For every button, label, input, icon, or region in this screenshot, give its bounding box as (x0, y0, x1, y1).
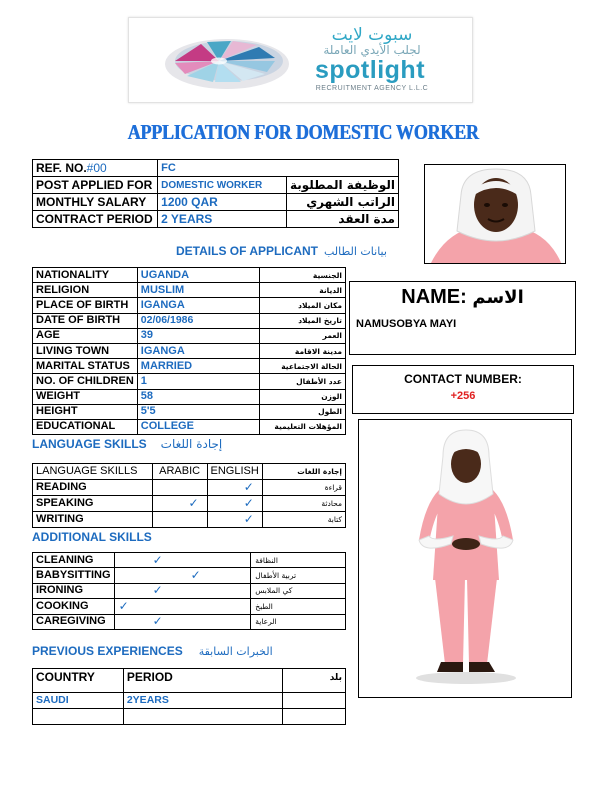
language-skills-heading-en: LANGUAGE SKILLS (32, 437, 147, 451)
ref-no-label: REF. NO. (36, 160, 87, 175)
skill-arabic: الطبخ (251, 599, 346, 614)
exp-header-ar: بلد (283, 669, 346, 693)
table-row (33, 553, 346, 568)
language-skill-arabic: كتابة (262, 512, 345, 528)
detail-value: 39 (137, 328, 259, 343)
language-skill-arabic: قراءة (262, 480, 345, 496)
skill-check-icon: ✓ (114, 599, 251, 614)
table-row (33, 374, 346, 389)
ref-no-cell (33, 160, 158, 177)
skill-check-icon: ✓ (114, 568, 251, 583)
skill-label: BABYSITTING (33, 568, 115, 583)
language-skills-heading-ar: إجادة اللغات (160, 437, 223, 451)
exp-header-period: PERIOD (123, 669, 282, 693)
table-row (33, 480, 346, 496)
contract-arabic: مدة العقد (286, 211, 398, 228)
table-header-row (33, 464, 346, 480)
skill-arabic: الرعاية (251, 614, 346, 629)
table-row (33, 512, 346, 528)
detail-label: HEIGHT (33, 404, 138, 419)
detail-arabic: الوزن (260, 389, 346, 404)
experience-heading-en: PREVIOUS EXPERIENCES (32, 644, 183, 658)
lang-header-arabic: ARABIC (152, 464, 207, 480)
table-row (33, 160, 399, 177)
table-row (33, 599, 346, 614)
arabic-check-icon: ✓ (152, 496, 207, 512)
arabic-check-icon (152, 480, 207, 496)
ref-code-value: FC (158, 160, 399, 177)
skill-arabic: تربية الأطفال (251, 568, 346, 583)
skill-check-icon: ✓ (114, 583, 251, 598)
exp-header-country: COUNTRY (33, 669, 124, 693)
salary-value: 1200 QAR (158, 194, 287, 211)
contract-value: 2 YEARS (158, 211, 287, 228)
post-applied-label: POST APPLIED FOR (33, 177, 158, 194)
language-skills-heading (32, 437, 222, 451)
exp-arabic (283, 693, 346, 709)
detail-value: IGANGA (137, 343, 259, 358)
language-skill-arabic: محادثة (262, 496, 345, 512)
detail-value: 1 (137, 374, 259, 389)
full-body-photo (359, 420, 572, 698)
table-row (33, 583, 346, 598)
table-row (33, 693, 346, 709)
table-row (33, 709, 346, 725)
detail-value: 02/06/1986 (137, 313, 259, 328)
detail-label: WEIGHT (33, 389, 138, 404)
exp-arabic (283, 709, 346, 725)
spotlight-dial-icon (157, 28, 297, 94)
english-check-icon: ✓ (207, 512, 262, 528)
contact-number: +256 (450, 390, 476, 402)
table-row (33, 614, 346, 629)
detail-label: RELIGION (33, 283, 138, 298)
skill-label: IRONING (33, 583, 115, 598)
language-skills-table (32, 463, 346, 528)
name-box (349, 281, 576, 355)
agency-logo (128, 17, 473, 103)
table-row (33, 194, 399, 211)
detail-value: COLLEGE (137, 419, 259, 434)
applicant-details-heading-en: DETAILS OF APPLICANT (176, 244, 318, 258)
job-info-table (32, 159, 399, 228)
detail-label: PLACE OF BIRTH (33, 298, 138, 313)
name-label-ar: الاسم (472, 287, 524, 308)
table-row (33, 343, 346, 358)
detail-arabic: المؤهلات التعليمية (260, 419, 346, 434)
detail-arabic: العمر (260, 328, 346, 343)
detail-label: EDUCATIONAL (33, 419, 138, 434)
skill-label: CLEANING (33, 553, 115, 568)
detail-arabic: الطول (260, 404, 346, 419)
table-row (33, 328, 346, 343)
detail-value: IGANGA (137, 298, 259, 313)
table-row (33, 268, 346, 283)
experience-heading-ar: الخبرات السابقة (198, 645, 273, 658)
detail-value: UGANDA (137, 268, 259, 283)
detail-value: 58 (137, 389, 259, 404)
detail-value: MARRIED (137, 359, 259, 374)
contact-label: CONTACT NUMBER: (404, 372, 522, 386)
skill-check-icon: ✓ (114, 553, 251, 568)
detail-label: NO. OF CHILDREN (33, 374, 138, 389)
detail-label: DATE OF BIRTH (33, 313, 138, 328)
skill-label: CAREGIVING (33, 614, 115, 629)
detail-label: LIVING TOWN (33, 343, 138, 358)
logo-brand: spotlight (314, 56, 426, 84)
skill-label: COOKING (33, 599, 115, 614)
skill-arabic: النظافة (251, 553, 346, 568)
arabic-check-icon (152, 512, 207, 528)
lang-header-english: ENGLISH (207, 464, 262, 480)
applicant-details-table (32, 267, 346, 435)
additional-skills-table (32, 552, 346, 630)
experience-heading (32, 644, 273, 658)
lang-header-skill: LANGUAGE SKILLS (33, 464, 153, 480)
detail-value: MUSLIM (137, 283, 259, 298)
english-check-icon: ✓ (207, 496, 262, 512)
detail-arabic: الجنسية (260, 268, 346, 283)
detail-label: NATIONALITY (33, 268, 138, 283)
post-applied-arabic: الوظيفة المطلوبة (286, 177, 398, 194)
table-row (33, 389, 346, 404)
exp-country (33, 709, 124, 725)
skill-check-icon: ✓ (114, 614, 251, 629)
contract-label: CONTRACT PERIOD (33, 211, 158, 228)
applicant-headshot (424, 164, 566, 264)
contact-box (352, 365, 574, 414)
table-row (33, 496, 346, 512)
skill-arabic: كي الملابس (251, 583, 346, 598)
table-row (33, 404, 346, 419)
table-row (33, 298, 346, 313)
salary-arabic: الراتب الشهري (286, 194, 398, 211)
experience-table (32, 668, 346, 725)
page-title: APPLICATION FOR DOMESTIC WORKER (127, 120, 479, 144)
exp-country: SAUDI (33, 693, 124, 709)
detail-arabic: مدينة الاقامة (260, 343, 346, 358)
name-label-en: NAME: (401, 286, 467, 308)
detail-arabic: عدد الأطفال (260, 374, 346, 389)
table-row (33, 313, 346, 328)
logo-arabic-tagline: لجلب الأيدي العاملة (323, 43, 421, 57)
lang-header-ar: إجادة اللغات (262, 464, 345, 480)
table-row (33, 419, 346, 434)
logo-subtitle: RECRUITMENT AGENCY L.L.C (315, 85, 429, 92)
applicant-name: NAMUSOBYA MAYI (356, 318, 457, 330)
applicant-full-photo (358, 419, 572, 698)
ref-no-value: #00 (86, 160, 107, 175)
language-skill-label: SPEAKING (33, 496, 153, 512)
exp-period: 2YEARS (123, 693, 282, 709)
detail-label: MARITAL STATUS (33, 359, 138, 374)
detail-arabic: تاريخ الميلاد (260, 313, 346, 328)
detail-arabic: مكان الميلاد (260, 298, 346, 313)
exp-period (123, 709, 282, 725)
headshot-photo (425, 165, 566, 264)
english-check-icon: ✓ (207, 480, 262, 496)
table-row (33, 359, 346, 374)
table-row (33, 568, 346, 583)
logo-arabic-name: سبوت لايت (331, 25, 413, 45)
name-label (350, 286, 575, 309)
language-skill-label: WRITING (33, 512, 153, 528)
detail-value: 5'5 (137, 404, 259, 419)
language-skill-label: READING (33, 480, 153, 496)
applicant-details-heading-ar: بيانات الطالب (324, 245, 387, 258)
table-row (33, 177, 399, 194)
table-header-row (33, 669, 346, 693)
detail-label: AGE (33, 328, 138, 343)
applicant-details-heading (176, 244, 387, 258)
detail-arabic: الديانة (260, 283, 346, 298)
additional-skills-heading: ADDITIONAL SKILLS (32, 530, 152, 544)
table-row (33, 211, 399, 228)
salary-label: MONTHLY SALARY (33, 194, 158, 211)
post-applied-value: DOMESTIC WORKER (158, 177, 287, 194)
detail-arabic: الحالة الاجتماعية (260, 359, 346, 374)
table-row (33, 283, 346, 298)
